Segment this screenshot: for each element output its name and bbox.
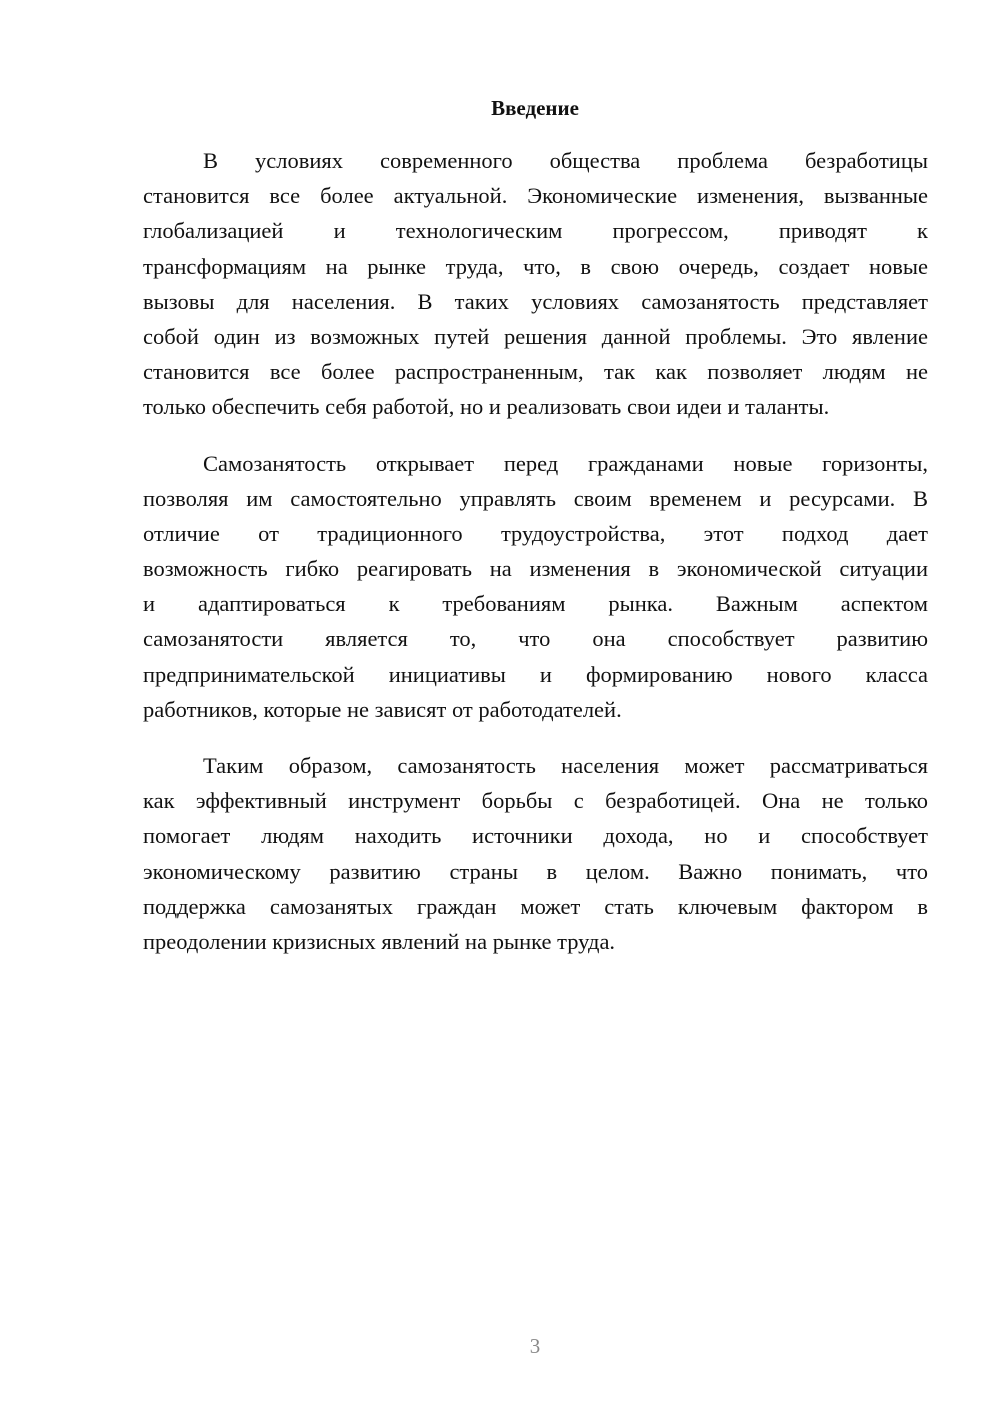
text-line: собой один из возможных путей решения данной проблемы. Это явление xyxy=(143,323,928,349)
text-line: глобализацией и технологическим прогрессом, приводят к xyxy=(143,218,928,244)
text-line: поддержка самозанятых граждан может стать ключевым фактором в xyxy=(143,893,928,919)
text-line: Самозанятость открывает перед гражданами новые горизонты, xyxy=(203,450,928,476)
text-line: Таким образом, самозанятость населения может рассматриваться xyxy=(203,753,928,778)
text-line: как эффективный инструмент борьбы с безработицей. Она не только xyxy=(143,788,928,814)
text-line: самозанятости является то, что она способствует развитию xyxy=(143,626,928,652)
text-line: работников, которые не зависят от работодателей. xyxy=(143,696,622,722)
paragraph xyxy=(143,446,928,728)
document-body xyxy=(143,143,928,980)
text-line: и адаптироваться к требованиям рынка. Важным аспектом xyxy=(143,591,928,617)
text-line: возможность гибко реагировать на изменения в экономической ситуации xyxy=(143,556,928,582)
section-title: Введение xyxy=(491,96,579,120)
text-line: трансформациям на рынке труда, что, в свою очередь, создает новые xyxy=(143,253,928,279)
text-line: В условиях современного общества проблема безработицы xyxy=(203,148,928,173)
text-line: преодолении кризисных явлений на рынке труда. xyxy=(143,928,616,954)
text-line: помогает людям находить источники дохода, но и способствует xyxy=(143,823,928,849)
text-line: только обеспечить себя работой, но и реализовать свои идеи и таланты. xyxy=(143,394,830,420)
paragraph xyxy=(143,143,928,425)
text-line: предпринимательской инициативы и формированию нового класса xyxy=(143,661,928,687)
paragraph xyxy=(143,748,928,959)
text-line: экономическому развитию страны в целом. Важно понимать, что xyxy=(143,858,928,884)
text-line: позволяя им самостоятельно управлять своим временем и ресурсами. В xyxy=(143,485,928,511)
text-line: становится все более актуальной. Экономические изменения, вызванные xyxy=(143,183,928,209)
text-line: вызовы для населения. В таких условиях самозанятость представляет xyxy=(143,288,928,314)
page-number: 3 xyxy=(529,1334,541,1358)
text-line: отличие от традиционного трудоустройства, этот подход дает xyxy=(143,520,928,546)
text-line: становится все более распространенным, так как позволяет людям не xyxy=(143,359,928,385)
